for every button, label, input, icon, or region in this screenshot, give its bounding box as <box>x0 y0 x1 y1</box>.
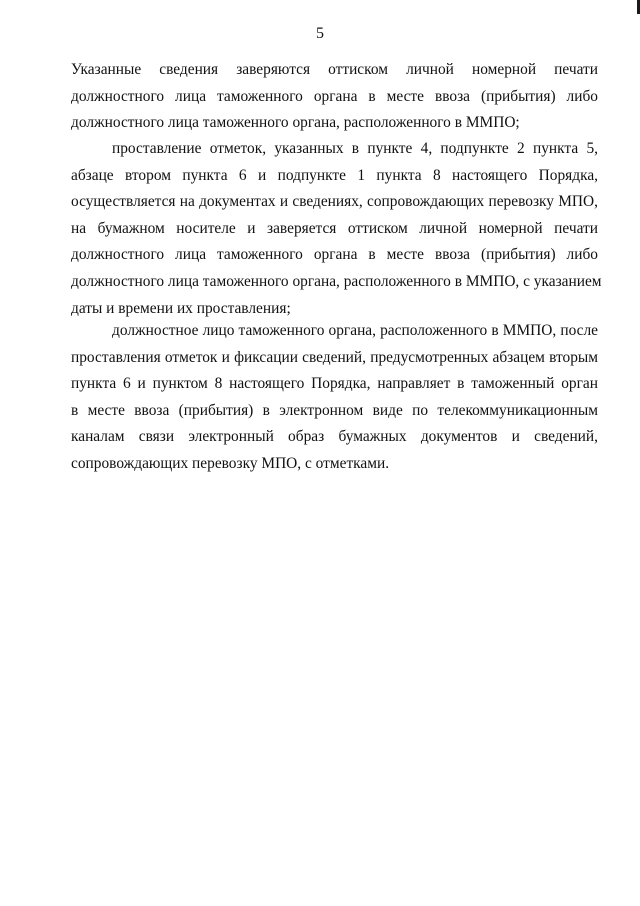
page-number: 5 <box>316 25 324 42</box>
text-line: должностного лица таможенного органа, расположенного в ММПО; <box>71 114 520 132</box>
text-line: в месте ввоза (прибытия) в электронном виде по телекоммуникационным <box>71 401 598 419</box>
text-line: каналам связи электронный образ бумажных документов и сведений, <box>71 428 598 446</box>
text-line: на бумажном носителе и заверяется оттиском личной номерной печати <box>71 219 598 237</box>
paragraph-1 <box>71 57 598 137</box>
text-line: даты и времени их проставления; <box>71 299 291 317</box>
text-line: Указанные сведения заверяются оттиском личной номерной печати <box>71 61 598 78</box>
text-line: сопровождающих перевозку МПО, с отметками. <box>71 454 390 472</box>
text-line: должностного лица таможенного органа в месте ввоза (прибытия) либо <box>71 246 598 264</box>
text-line: должностного лица таможенного органа, расположенного в ММПО, с указанием <box>71 272 602 290</box>
text-line: абзаце втором пункта 6 и подпункте 1 пункта 8 настоящего Порядка, <box>71 166 598 184</box>
text-line: должностного лица таможенного органа в месте ввоза (прибытия) либо <box>71 87 598 105</box>
text-line: проставление отметок, указанных в пункте 4, подпункте 2 пункта 5, <box>112 140 598 157</box>
paragraph-2 <box>71 136 602 322</box>
text-line: осуществляется на документах и сведениях, сопровождающих перевозку МПО, <box>71 193 598 211</box>
text-line: пункта 6 и пунктом 8 настоящего Порядка, направляет в таможенный орган <box>71 375 598 393</box>
paragraph-3 <box>71 318 598 478</box>
text-line: должностное лицо таможенного органа, расположенного в ММПО, после <box>112 322 598 339</box>
text-line: проставления отметок и фиксации сведений, предусмотренных абзацем вторым <box>71 348 598 366</box>
